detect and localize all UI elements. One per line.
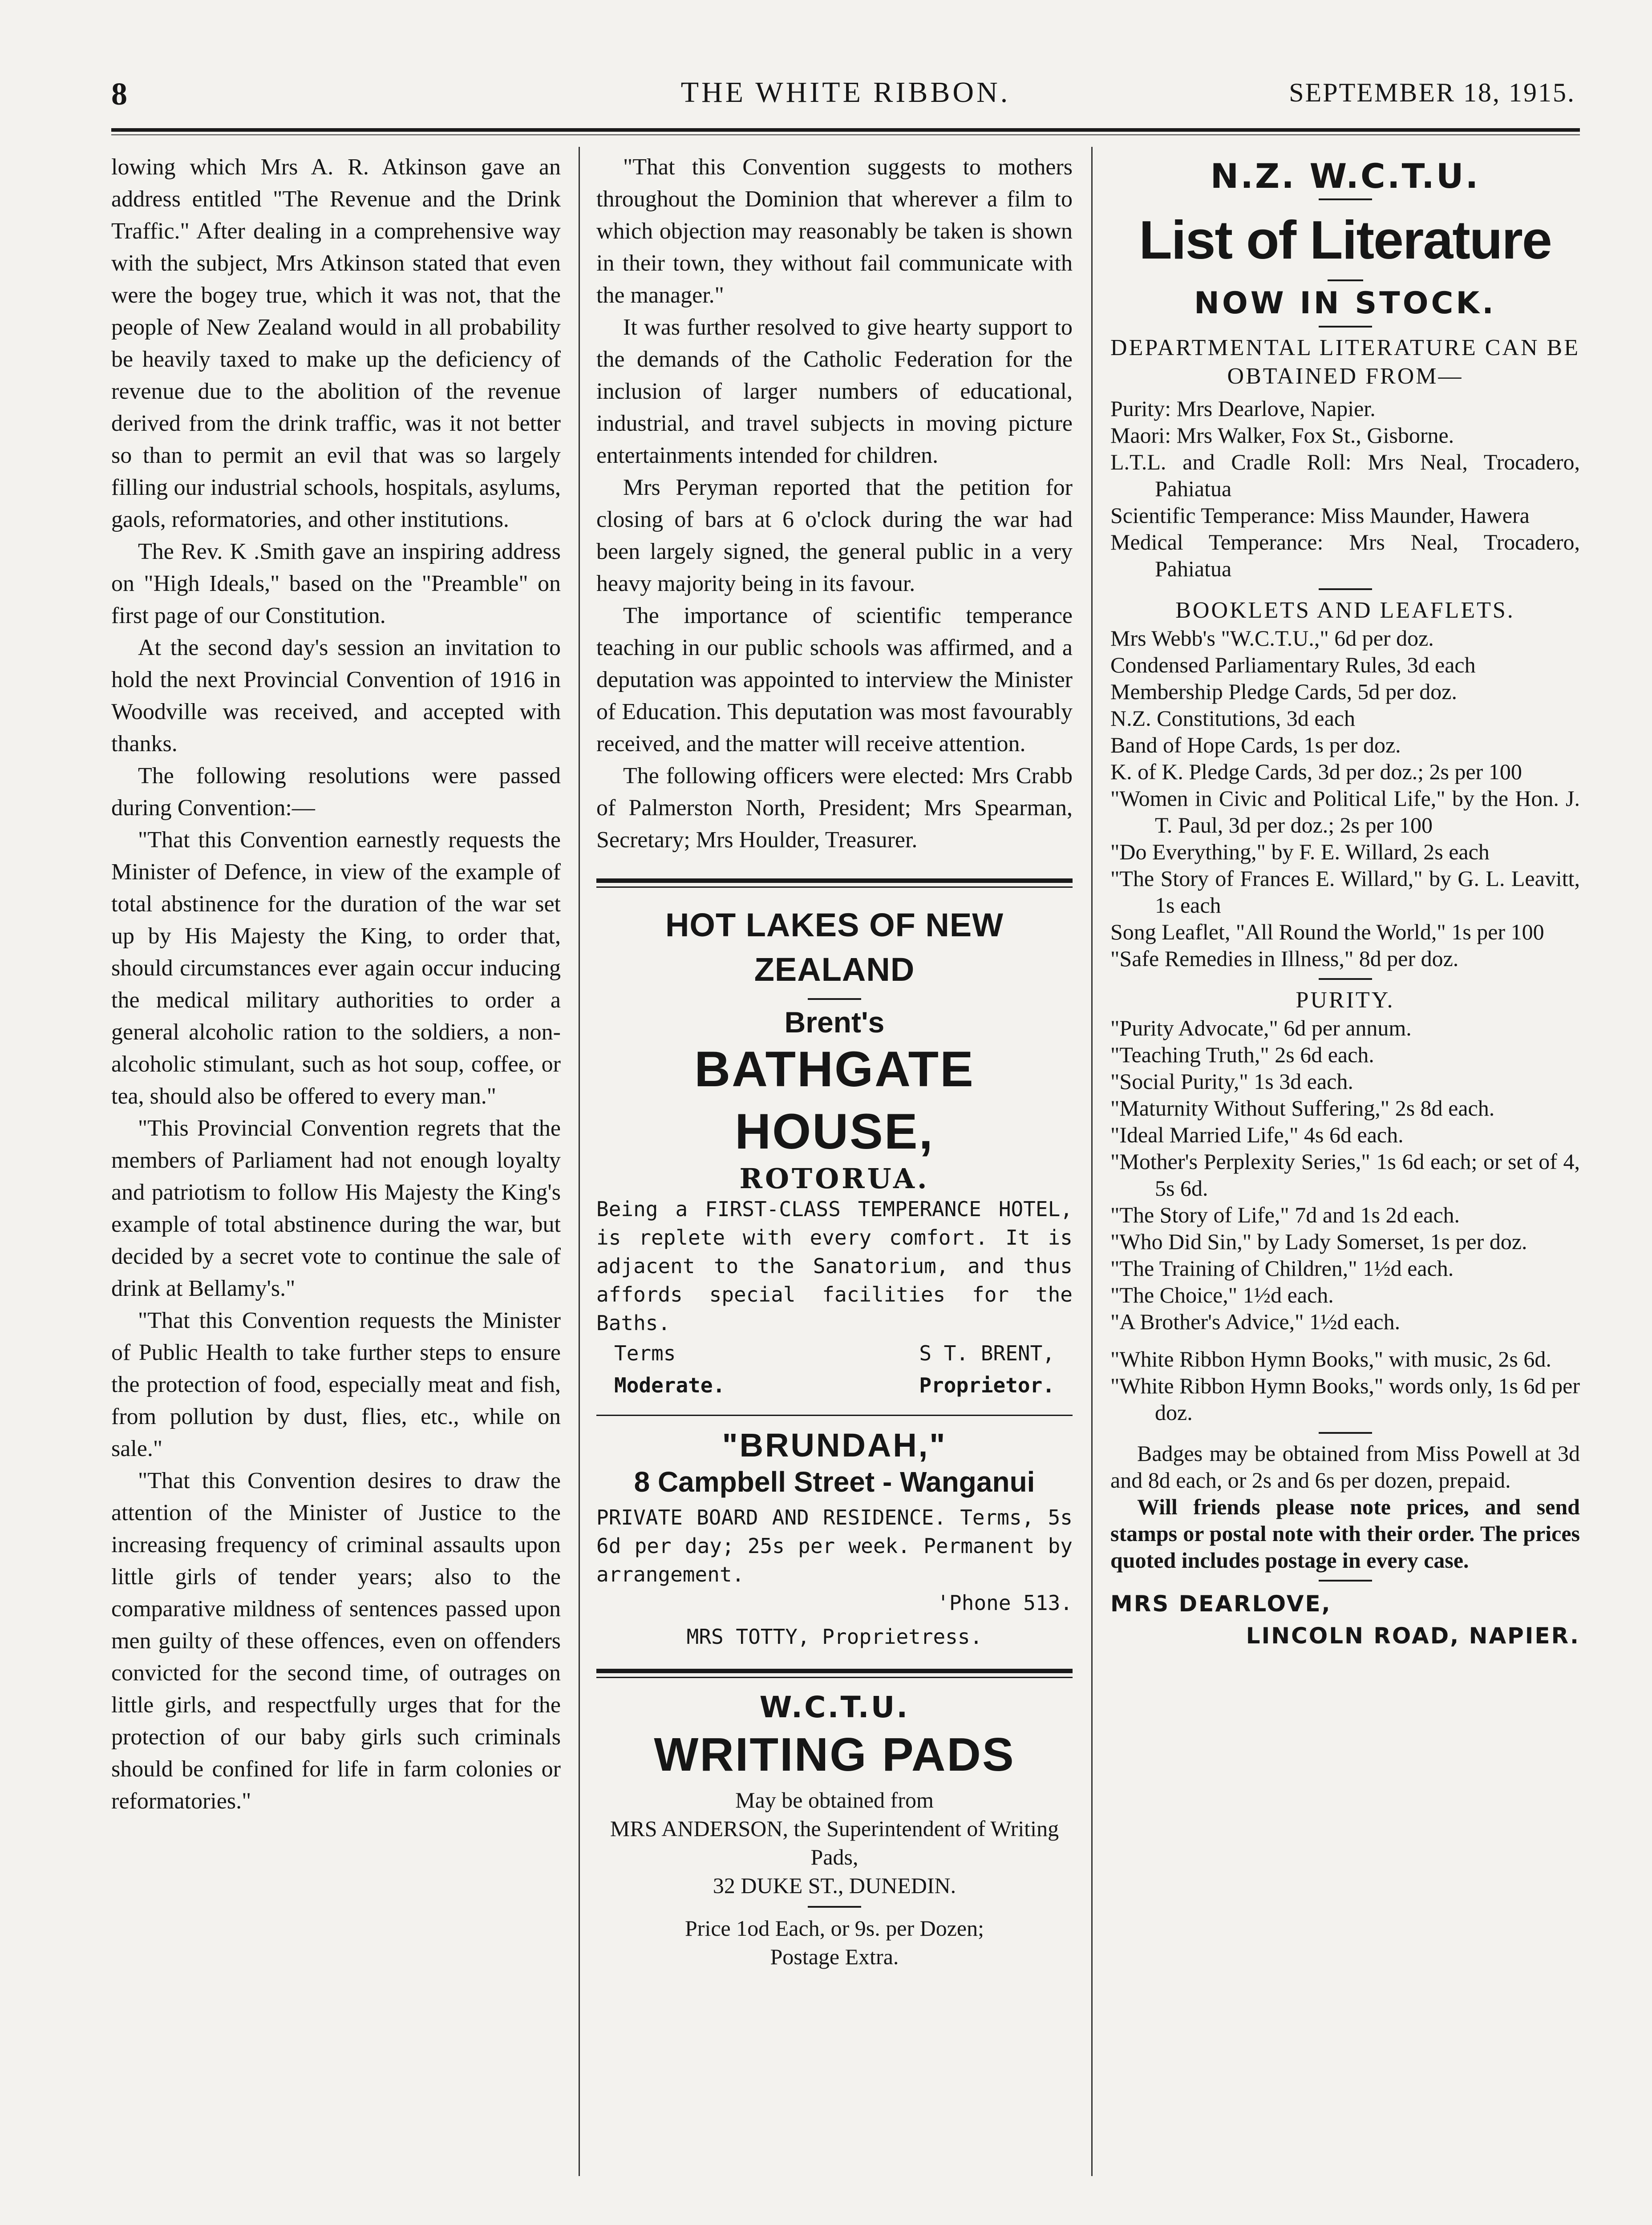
- purity-heading: PURITY.: [1296, 987, 1395, 1013]
- section-rule: [1319, 588, 1372, 590]
- resolution-paragraph: "That this Convention suggests to mothers throughout the Dominion that wherever a film to which objection may reasonably be taken is shown in their town, they without fail communicate with the manager.": [596, 154, 1073, 308]
- signature-name: MRS DEARLOVE,: [1110, 1591, 1332, 1617]
- article-paragraph: lowing which Mrs A. R. Atkinson gave an address entitled "The Revenue and the Drink Traffic." After dealing in a comprehensive way with the subject, Mrs Atkinson stated that even were the bogey true, which it was not, that the people of New Zealand would in all probability be heavily taxed to make up the deficiency of revenue due to the abolition of the revenue derived from the drink traffic, was it not better so than to permit an evil that was so largely filling our industrial schools, hospitals, asylums, gaols, reformatories, and other institutions.: [111, 154, 561, 532]
- section-rule: [596, 878, 1073, 883]
- booklet-item: "Women in Civic and Political Life," by the Hon. J. T. Paul, 3d per doz.; 2s per 100: [1110, 786, 1580, 837]
- ad-brundah-proprietress: MRS TOTTY, Proprietress.: [686, 1625, 983, 1649]
- ad-pads-price: Price 1od Each, or 9s. per Dozen;: [685, 1916, 984, 1941]
- dept-item: Purity: Mrs Dearlove, Napier.: [1110, 396, 1376, 421]
- section-rule: [596, 1415, 1073, 1416]
- ad-pads-line2: MRS ANDERSON, the Superintendent of Writing Pads,: [610, 1816, 1059, 1869]
- dept-heading: DEPARTMENTAL LITERATURE CAN BE OBTAINED FROM—: [1110, 335, 1580, 389]
- purity-item: "Purity Advocate," 6d per annum.: [1110, 1015, 1412, 1040]
- booklet-item: Condensed Parliamentary Rules, 3d each: [1110, 652, 1476, 677]
- section-rule: [1319, 1432, 1372, 1434]
- hymn-item: "White Ribbon Hymn Books," with music, 2s 6d.: [1110, 1347, 1551, 1371]
- issue-date: SEPTEMBER 18, 1915.: [1289, 78, 1575, 107]
- ad-pads-line3: 32 DUKE ST., DUNEDIN.: [713, 1873, 956, 1898]
- section-rule: [596, 1669, 1073, 1673]
- org-heading: N.Z. W.C.T.U.: [1210, 156, 1480, 196]
- article-paragraph: The following resolutions were passed during Convention:—: [111, 763, 561, 821]
- ad-rule: [808, 998, 861, 1000]
- purity-item: "Who Did Sin," by Lady Somerset, 1s per doz.: [1110, 1229, 1527, 1254]
- purity-item: "Maturnity Without Suffering," 2s 8d each.: [1110, 1096, 1495, 1121]
- heading-rule: [1319, 198, 1372, 200]
- column-convention-continued: [596, 151, 1073, 1971]
- ad-proprietor-name: S T. BRENT,: [919, 1341, 1055, 1365]
- article-paragraph: The importance of scientific temperance teaching in our public schools was affirmed, and a deputation was appointed to interview the Minister of Education. This deputation was most favourably received, and the matter will receive attention.: [596, 603, 1073, 756]
- ad-proprietor-label: Proprietor.: [919, 1373, 1055, 1397]
- resolution-paragraph: "This Provincial Convention regrets that the members of Parliament had not enough loyalty and patriotism to follow His Majesty the King's example of total abstinence during the war, but decided by a secret vote to continue the sale of drink at Bellamy's.": [111, 1116, 561, 1301]
- list-title: List of Literature: [1139, 210, 1551, 270]
- ad-brundah-phone: 'Phone 513.: [937, 1591, 1073, 1615]
- resolution-paragraph: "That this Convention earnestly requests the Minister of Defence, in view of the example of total abstinence for the duration of the war set up by His Majesty the King, to order that, should circumstances ever again occur inducing the medical military authorities to order a general alcoholic ration to the soldiers, a non-alcoholic stimulant, such as hot soup, coffee, or tea, should also be offered to every man.": [111, 827, 561, 1109]
- ad-description: Being a FIRST-CLASS TEMPERANCE HOTEL, is replete with every comfort. It is adjacent to the Sanatorium, and thus affords special facilities for the Baths.: [596, 1197, 1073, 1335]
- column-divider: [1091, 147, 1093, 2176]
- page-number: 8: [111, 76, 128, 112]
- article-paragraph: At the second day's session an invitation to hold the next Provincial Convention of 1916 in Woodville was received, and accepted with thanks.: [111, 635, 561, 756]
- ad-pads-title: WRITING PADS: [654, 1728, 1015, 1781]
- section-rule: [1319, 978, 1372, 980]
- ad-pads-org: W.C.T.U.: [759, 1690, 910, 1724]
- dept-item: L.T.L. and Cradle Roll: Mrs Neal, Trocadero, Pahiatua: [1110, 449, 1580, 501]
- booklet-item: "Safe Remedies in Illness," 8d per doz.: [1110, 946, 1459, 971]
- dept-item: Medical Temperance: Mrs Neal, Trocadero, Pahiatua: [1110, 530, 1580, 581]
- ad-writing-pads: [596, 1691, 1073, 1971]
- booklet-item: Mrs Webb's "W.C.T.U.," 6d per doz.: [1110, 626, 1434, 651]
- booklet-item: Band of Hope Cards, 1s per doz.: [1110, 732, 1401, 757]
- heading-rule: [1328, 279, 1363, 281]
- ad-brundah-text: PRIVATE BOARD AND RESIDENCE. Terms, 5s 6d per day; 25s per week. Permanent by arrangement.: [596, 1505, 1073, 1586]
- purity-item: "Mother's Perplexity Series," 1s 6d each; or set of 4, 5s 6d.: [1110, 1149, 1580, 1201]
- column-literature-list: [1110, 151, 1580, 1652]
- section-rule-thin: [596, 886, 1073, 888]
- ad-pads-postage: Postage Extra.: [770, 1944, 899, 1969]
- signature-address: LINCOLN ROAD, NAPIER.: [1246, 1623, 1580, 1649]
- page-header: [111, 67, 1580, 116]
- resolution-paragraph: "That this Convention desires to draw the attention of the Minister of Justice to the increasing frequency of criminal assaults upon little girls of tender years; also to the comparative mildness of sentences passed upon men guilty of these offences, even on offenders convicted for the second time, of outrages on little girls, and respectfully urges that for the protection of our baby girls such criminals should be confined for life in farm colonies or reformatories.": [111, 1468, 561, 1814]
- booklet-item: K. of K. Pledge Cards, 3d per doz.; 2s per 100: [1110, 759, 1522, 784]
- booklet-item: Membership Pledge Cards, 5d per doz.: [1110, 679, 1458, 704]
- dept-item: Maori: Mrs Walker, Fox St., Gisborne.: [1110, 423, 1454, 448]
- ad-brundah-address: 8 Campbell Street - Wanganui: [634, 1466, 1035, 1498]
- booklet-item: "Do Everything," by F. E. Willard, 2s each: [1110, 839, 1490, 864]
- purity-item: "The Story of Life," 7d and 1s 2d each.: [1110, 1202, 1460, 1227]
- header-rule: [111, 128, 1580, 132]
- hymn-item: "White Ribbon Hymn Books," words only, 1s 6d per doz.: [1110, 1373, 1580, 1425]
- badges-note: Badges may be obtained from Miss Powell at 3d and 8d each, or 2s and 6s per dozen, prepaid.: [1110, 1441, 1580, 1493]
- dept-item: Scientific Temperance: Miss Maunder, Hawera: [1110, 503, 1530, 528]
- article-paragraph: The following officers were elected: Mrs Crabb of Palmerston North, President; Mrs Spearman, Secretary; Mrs Houlder, Treasurer.: [596, 763, 1073, 853]
- article-paragraph: Mrs Peryman reported that the petition for closing of bars at 6 o'clock during the war had been largely signed, the general public in a very heavy majority being in its favour.: [596, 475, 1073, 596]
- section-rule-thin: [596, 1677, 1073, 1678]
- purity-item: "Teaching Truth," 2s 6d each.: [1110, 1042, 1374, 1067]
- header-rule-thin: [111, 134, 1580, 135]
- booklet-item: N.Z. Constitutions, 3d each: [1110, 706, 1355, 731]
- column-divider: [579, 147, 580, 2176]
- booklet-item: "The Story of Frances E. Willard," by G. L. Leavitt, 1s each: [1110, 866, 1580, 918]
- ad-terms-label: Terms: [614, 1341, 676, 1365]
- ad-hotel-name: BATHGATE HOUSE,: [694, 1041, 975, 1159]
- article-paragraph: The Rev. K .Smith gave an inspiring address on "High Ideals," based on the "Preamble" on first page of our Constitution.: [111, 539, 561, 628]
- ad-brundah-name: "BRUNDAH,": [722, 1427, 947, 1464]
- ad-terms-value: Moderate.: [614, 1373, 725, 1397]
- purity-item: "A Brother's Advice," 1½d each.: [1110, 1309, 1401, 1334]
- column-convention-report: [111, 151, 561, 1817]
- purity-item: "Social Purity," 1s 3d each.: [1110, 1069, 1353, 1094]
- purity-item: "The Training of Children," 1½d each.: [1110, 1256, 1454, 1281]
- purity-item: "Ideal Married Life," 4s 6d each.: [1110, 1122, 1404, 1147]
- heading-rule: [1319, 326, 1372, 328]
- purity-item: "The Choice," 1½d each.: [1110, 1282, 1334, 1307]
- ad-rule: [808, 1906, 861, 1908]
- booklet-item: Song Leaflet, "All Round the World," 1s per 100: [1110, 919, 1544, 944]
- ad-bathgate-house: [596, 903, 1073, 1401]
- ad-brundah: [596, 1429, 1073, 1651]
- section-rule: [1319, 1580, 1372, 1582]
- ad-pads-line1: May be obtained from: [735, 1788, 934, 1812]
- paper-title: THE WHITE RIBBON.: [680, 76, 1011, 109]
- resolution-paragraph: "That this Convention requests the Minister of Public Health to take further steps to ensure the protection of food, especially meat and fish, from pollution by dust, flies, etc., while on sale.": [111, 1308, 561, 1461]
- stock-heading: NOW IN STOCK.: [1194, 286, 1496, 321]
- booklets-heading: BOOKLETS AND LEAFLETS.: [1175, 598, 1515, 623]
- friends-note: Will friends please note prices, and send stamps or postal note with their order. The prices quoted includes postage in every case.: [1110, 1494, 1580, 1573]
- ad-owner: Brent's: [784, 1006, 885, 1039]
- ad-headline: HOT LAKES OF NEW ZEALAND: [665, 906, 1004, 988]
- ad-location: ROTORUA.: [739, 1162, 930, 1195]
- article-paragraph: It was further resolved to give hearty support to the demands of the Catholic Federation for the inclusion of larger numbers of educational, industrial, and travel subjects in moving picture entertainments intended for children.: [596, 315, 1073, 468]
